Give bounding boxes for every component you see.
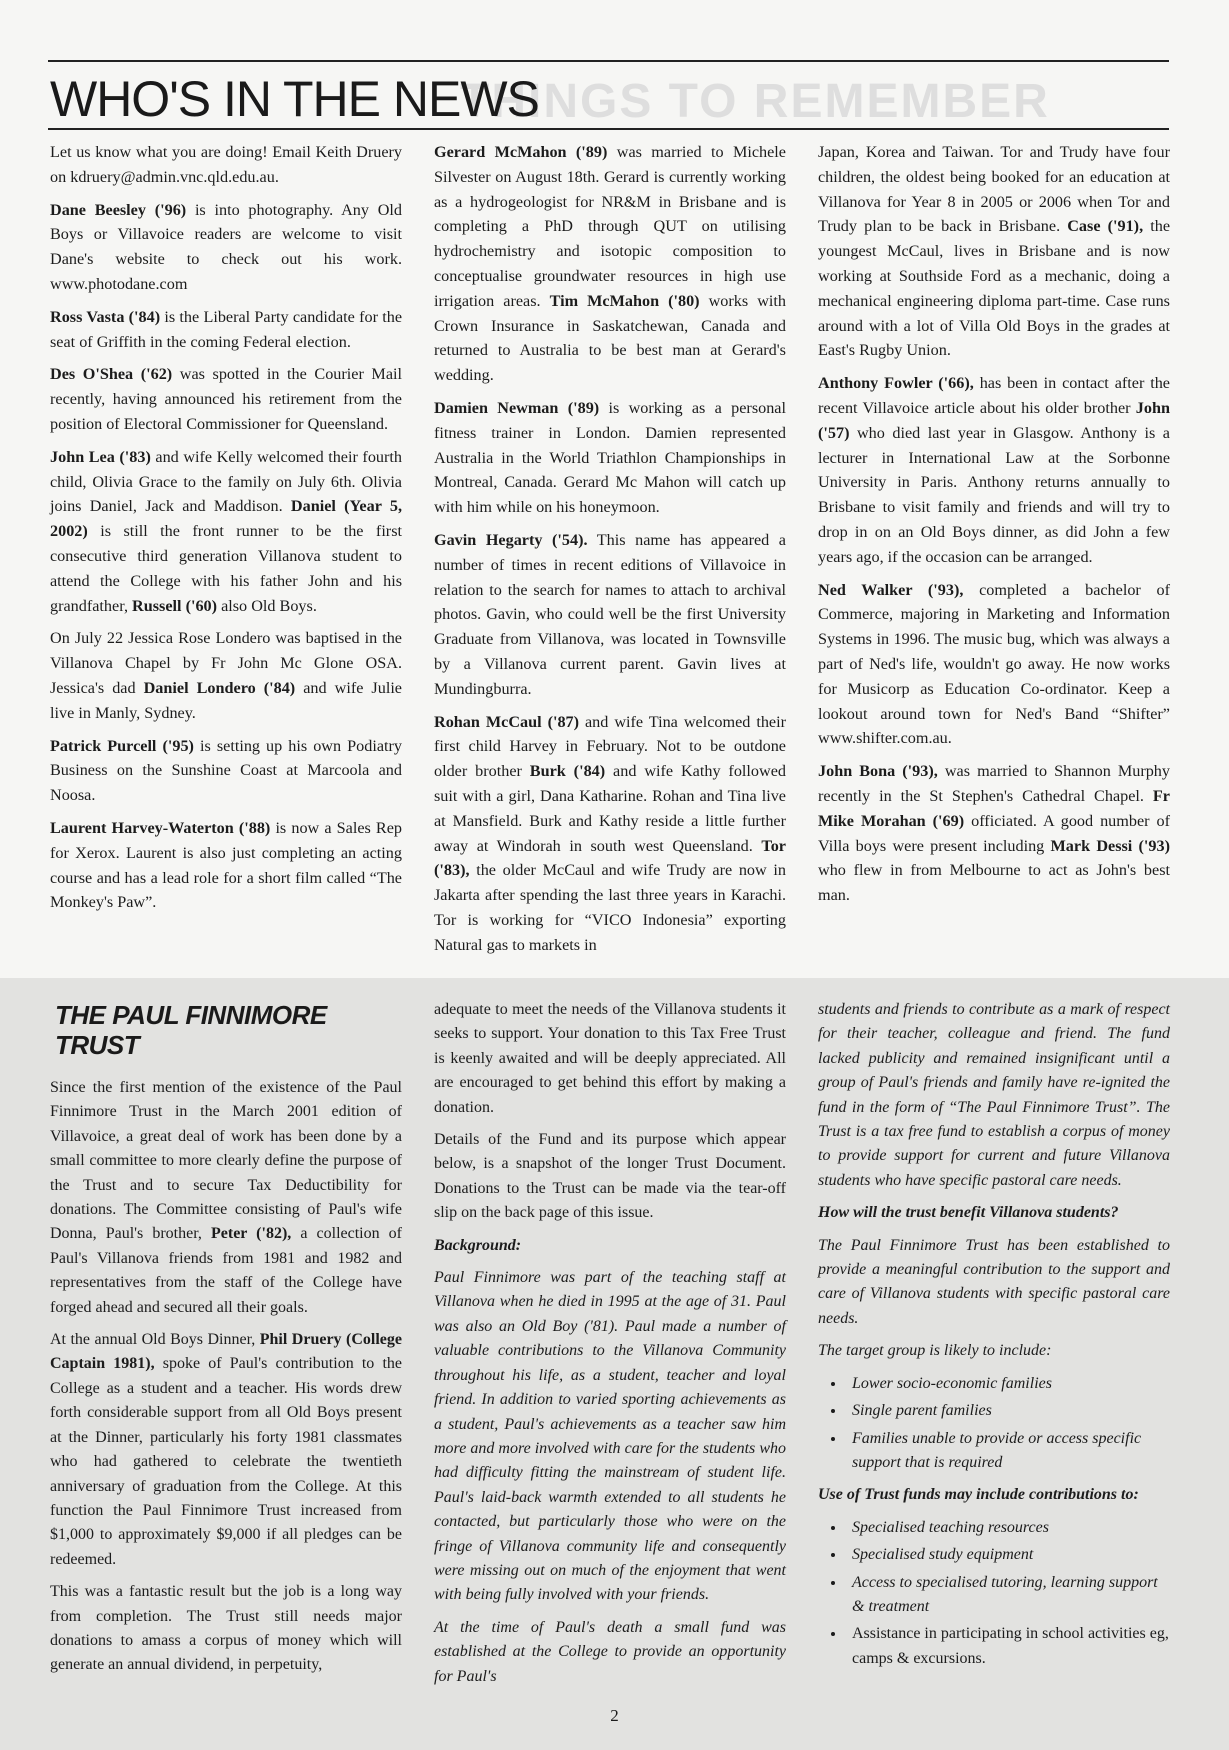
text-run: the youngest McCaul, lives in Brisbane and is now working at Southside Ford as a mechanic, doing a mechanical engineering diploma part-time. Case runs around with a lot of Villa Old Boys in the grades at East's Rugby Union. [818,217,1171,360]
text-run: a collection of Paul's Villanova friends from 1981 and 1982 and representatives from the staff of the College have forged ahead and secured all their goals. [50,1225,403,1316]
trust-section [0,978,1229,1750]
paragraph [434,1128,786,1226]
person-name: John Lea ('83) [50,447,151,466]
news-section [50,140,1170,970]
paragraph [434,710,786,958]
text-run: officiated. A good number of Villa boys were present including [818,811,1170,855]
paragraph [50,1580,402,1678]
text-run: also Old Boys. [217,596,317,615]
top-rule [48,60,1169,62]
text-run: is the Liberal Party candidate for the seat of Griffith in the coming Federal election. [50,307,402,351]
paragraph [50,445,402,619]
text-run: Since the first mention of the existence of the Paul Finnimore Trust in the March 2001 edition of Villavoice, a great deal of work has been done by a small committee to more clearly define the purpose of the Trust and to secure Tax Deductibility for donations. The Committee consisting of Paul's wife Donna, Paul's brother, [50,1079,402,1243]
paragraph [434,528,786,702]
text-run: On July 22 Jessica Rose Londero was baptised in the Villanova Chapel by Fr John Mc Glone OSA. Jessica's dad [50,629,402,697]
person-name: Mark Dessi ('93) [1050,836,1170,855]
person-name: Des O'Shea ('62) [50,365,173,384]
person-name: Phil Druery (College Captain 1981), [50,1331,402,1373]
person-name: Dane Beesley ('96) [50,200,187,219]
paragraph [50,1076,402,1320]
person-name: Tim McMahon ('80) [549,291,700,310]
person-name: Gavin Hegarty ('54). [434,530,588,549]
paragraph [818,759,1170,908]
list-item: • Specialised teaching resources [846,1516,1170,1540]
person-name: Daniel Londero ('84) [143,678,296,697]
person-name: Burk ('84) [529,762,606,781]
list-item: • Assistance in participating in school activities eg, camps & excursions. [846,1622,1170,1671]
person-name: Damien Newman ('89) [434,398,600,417]
person-name: Daniel (Year 5, 2002) [50,497,403,541]
title-rule [48,128,1169,130]
trust-column-3 [818,998,1170,1678]
person-name: Anthony Fowler ('66), [818,374,974,393]
list-item: • Access to specialised tutoring, learning support & treatment [846,1571,1170,1620]
text-run: is now a Sales Rep for Xerox. Laurent is also just completing an acting course and has a lead role for a short film called “The Monkey's Paw”. [50,818,402,912]
background-heading: Background: [434,1236,522,1254]
paragraph [434,140,786,388]
person-name: Gerard McMahon ('89) [434,143,608,161]
text-run: Let us know what you are doing! Email Keith Druery on kdruery@admin.vnc.qld.edu.au. [50,143,402,186]
page-title: WHO'S IN THE NEWS [50,71,539,127]
paragraph [50,140,402,190]
paragraph [50,1328,402,1572]
person-name: Rohan McCaul ('87) [434,712,580,731]
text-run: was spotted in the Courier Mail recently, having announced his retirement from the position of Electoral Commissioner for Queensland. [50,365,403,433]
text-run: is still the front runner to be the first consecutive third generation Villanova student to attend the College with his father John and his grandfather, [50,522,402,615]
text-run: who flew in from Melbourne to act as John's best man. [818,861,1170,905]
paragraph [50,816,402,915]
person-name: Tor ('83), [434,836,786,880]
benefit-heading: How will the trust benefit Villanova students? [818,1204,1119,1222]
paragraph [50,305,402,355]
text-run: This was a fantastic result but the job is a long way from completion. The Trust still needs major donations to amass a corpus of money which will generate an annual dividend, in perpetuity, [50,1583,402,1674]
person-name: Laurent Harvey-Waterton ('88) [50,818,271,837]
text-run: the older McCaul and wife Trudy are now in Jakarta after spending the last three years in Karachi. Tor is working for “VICO Indonesia” exporting Natural gas to markets in [434,861,786,954]
trust-columns [50,998,1170,1685]
text-run: is working as a personal fitness trainer in London. Damien represented Australia in the World Triathlon Championships in Montreal, Canada. Gerard Mc Mahon will catch up with him while on his honeymoon. [434,398,786,517]
paragraph [50,362,402,436]
person-name: Peter ('82), [210,1225,292,1243]
trust-title: THE PAUL FINNIMORE TRUST [55,1000,327,1060]
paragraph [434,998,786,1120]
person-name: Ned Walker ('93), [818,580,964,599]
trust-column-2-text [434,998,786,1226]
use-heading: Use of Trust funds may include contributions to: [818,1486,1139,1504]
trust-column-1 [50,998,402,1678]
page-number: 2 [610,1706,619,1725]
person-name: Case ('91), [1067,217,1144,236]
trust-column-2 [434,998,786,1685]
target-intro: The target group is likely to include: [818,1342,1052,1360]
text-run: was married to Michele Silvester on August 18th. Gerard is currently working as a hydrogeologist for NR&M in Brisbane and is completing a PhD through QUT on utilising hydrochemistry and isotopic composition to conceptualise groundwater resources in high use irrigation areas. [434,143,786,310]
text-run: adequate to meet the needs of the Villanova students it seeks to support. Your donation to this Tax Free Trust is keenly awaited and will be deeply appreciated. All are encouraged to get behind this effort by making a donation. [434,1001,786,1116]
trust-purpose-paragraph: students and friends to contribute as a mark of respect for their teacher, colleague and friend. The fund lacked publicity and remained insignificant until a group of Paul's friends and family have re-ignited the fund in the form of “The Paul Finnimore Trust”. The Trust is a tax free fund to establish a corpus of money to provide support for current and future Villanova students who have specific pastoral care needs. [818,1001,1170,1189]
benefit-paragraph: The Paul Finnimore Trust has been established to provide a meaningful contribution to the support and care of Villanova students with specific pastoral care needs. [818,1236,1170,1327]
text-run: spoke of Paul's contribution to the College as a student and a teacher. His words drew forth considerable support from all Old Boys present at the Dinner, particularly his forty 1981 classmates who had gathered to celebrate the twentieth anniversary of graduation from the College. At this function the Paul Finnimore Trust increased from $1,000 to approximately $9,000 if all pledges can be redeemed. [50,1355,403,1568]
text-run: was married to Shannon Murphy recently in the St Stephen's Cathedral Chapel. [818,762,1170,805]
background-paragraph: Paul Finnimore was part of the teaching staff at Villanova when he died in 1995 at the age of 31. Paul was also an Old Boy ('81). Paul made a number of valuable contributions to the Villanova Community throughout his life, as a student, teacher and loyal friend. In addition to varied sporting achievements as a student, Paul's achievements as a teacher saw him more and more involved with care for the students who had difficulty fitting the mainstream of student life. Paul's laid-back warmth extended to all students he contacted, but particularly those who were on the fringe of Villanova community life and consequently were missing out on much of the enjoyment that went with being fully involved with your friends. [434,1269,786,1604]
target-list [818,1372,1170,1476]
person-name: Russell ('60) [132,596,218,615]
text-run: works with Crown Insurance in Saskatchewan, Canada and returned to Australia to be best man at Gerard's wedding. [434,291,786,385]
list-item: • Families unable to provide or access specific support that is required [846,1427,1170,1476]
paragraph [50,734,402,808]
text-run: is into photography. Any Old Boys or Villavoice readers are welcome to visit Dane's website to check out his work. www.photodane.com [50,200,402,293]
list-item: • Specialised study equipment [846,1543,1170,1567]
use-list [818,1516,1170,1671]
text-run: Details of the Fund and its purpose which appear below, is a snapshot of the longer Trust Document. Donations to the Trust can be made via the tear-off slip on the back page of this issue. [434,1131,786,1222]
trust-column-1-text [50,1076,402,1678]
text-run: This name has appeared a number of times in recent editions of Villavoice in relation to the search for names to attach to archival photos. Gavin, who could well be the first University Graduate from Villanova, was located in Townsville by a Villanova current parent. Gavin lives at Mundingburra. [434,530,786,698]
text-run: has been in contact after the recent Villavoice article about his older brother [818,374,1170,417]
text-run: who died last year in Glasgow. Anthony is a lecturer in International Law at the Sorbonne University in Paris. Anthony returns annually to Brisbane to visit family and friends and will try to drop in on an Old Boys dinner, as did John a few years ago, if the occasion can be arranged. [818,423,1170,566]
person-name: Ross Vasta ('84) [50,307,161,326]
person-name: Fr Mike Morahan ('69) [818,786,1170,830]
background-paragraph: At the time of Paul's death a small fund was established at the College to provide an opportunity for Paul's [434,1618,786,1685]
person-name: John Bona ('93), [818,762,938,781]
news-column-2 [434,140,786,970]
text-run: and wife Tina welcomed their first child Harvey in February. Not to be outdone older brother [434,712,786,781]
paragraph [50,626,402,725]
news-column-1 [50,140,402,970]
paragraph [818,578,1170,752]
text-run: At the annual Old Boys Dinner, [50,1331,260,1349]
paragraph [50,198,402,297]
person-name: John ('57) [818,398,1170,442]
paragraph [818,140,1170,363]
list-item: • Lower socio-economic families [846,1372,1170,1396]
person-name: Patrick Purcell ('95) [50,736,194,755]
text-run: is setting up his own Podiatry Business on the Sunshine Coast at Marcoola and Noosa. [50,736,402,805]
list-item: • Single parent families [846,1399,1170,1423]
paragraph [818,371,1170,569]
text-run: and wife Kathy followed suit with a girl, Dana Katharine. Rohan and Tina live at Mansfield. Burk and Kathy reside a little further away at Windorah in south west Queensland. [434,762,786,855]
background-watermark-text: THINGS TO REMEMBER [460,75,1050,128]
text-run: completed a bachelor of Commerce, majoring in Marketing and Information Systems in 1996. The music bug, which was always a part of Ned's life, wouldn't go away. He now works for Musicorp as Education Co-ordinator. Keep a lookout around town for Ned's Band “Shifter” www.shifter.com.au. [818,580,1170,748]
paragraph [434,396,786,520]
text-run: Japan, Korea and Taiwan. Tor and Trudy have four children, the oldest being booked for an education at Villanova for Year 8 in 2005 or 2006 when Tor and Trudy plan to be back in Brisbane. [818,143,1170,236]
text-run: and wife Kelly welcomed their fourth child, Olivia Grace to the family on July 6th. Olivia joins Daniel, Jack and Maddison. [50,447,402,516]
text-run: and wife Julie live in Manly, Sydney. [50,678,402,722]
news-column-3 [818,140,1170,970]
